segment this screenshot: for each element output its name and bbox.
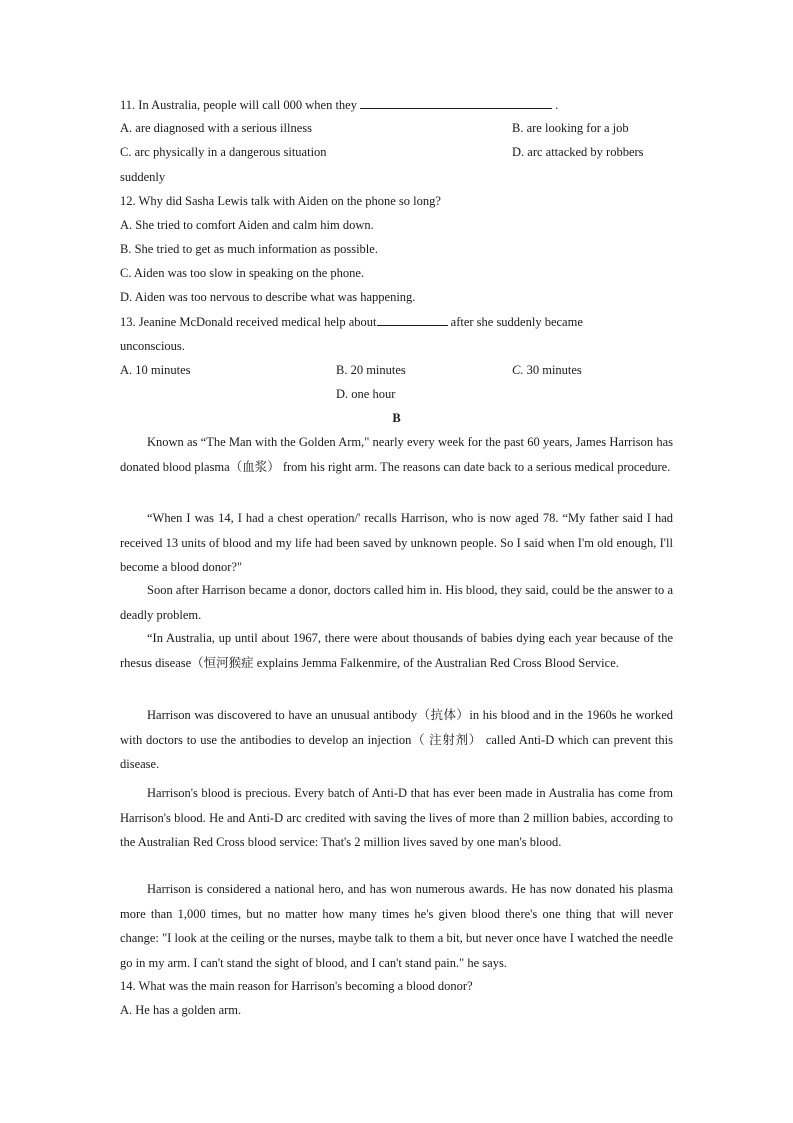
option-13b: B. 20 minutes bbox=[336, 363, 406, 377]
question-13-stem bbox=[120, 313, 583, 330]
option-13d: D. one hour bbox=[336, 387, 396, 401]
option-11d: D. arc attacked by robbers bbox=[512, 145, 644, 159]
option-13c-letter: C. bbox=[512, 363, 524, 377]
question-14-stem: 14. What was the main reason for Harrison's becoming a blood donor? bbox=[120, 979, 473, 993]
passage-paragraph: Soon after Harrison became a donor, doctors called him in. His blood, they said, could be the answer to a deadly problem. bbox=[120, 583, 673, 622]
answer-blank bbox=[377, 313, 448, 326]
question-13-text: 13. Jeanine McDonald received medical help about bbox=[120, 315, 377, 329]
section-b-title: B bbox=[392, 411, 401, 425]
option-12b: B. She tried to get as much information as possible. bbox=[120, 242, 378, 256]
option-11c: C. arc physically in a dangerous situation bbox=[120, 145, 327, 159]
option-11a: A. are diagnosed with a serious illness bbox=[120, 121, 312, 135]
question-13-end: after she suddenly became bbox=[447, 315, 583, 329]
option-14a: A. He has a golden arm. bbox=[120, 1003, 242, 1017]
question-11-end: . bbox=[552, 98, 559, 112]
passage-paragraph: Harrison's blood is precious. Every batch of Anti-D that has ever been made in Australia has come from Harrison's blood. He and Anti-D arc credited with saving the lives of more than 2 million babies, according to the Australian Red Cross blood service: That's 2 million lives saved by one man's blood. bbox=[120, 786, 673, 849]
option-13a: A. 10 minutes bbox=[120, 363, 191, 377]
option-12d: D. Aiden was too nervous to describe what was happening. bbox=[120, 290, 416, 304]
passage-paragraph: Known as “The Man with the Golden Arm," nearly every week for the past 60 years, James Harrison has donated blood plasma（血浆） from his right arm. The reasons can date back to a serious medical procedure. bbox=[120, 435, 673, 474]
question-13-stem-continued: unconscious. bbox=[120, 339, 185, 353]
question-11-text: 11. In Australia, people will call 000 when they bbox=[120, 98, 361, 112]
option-13c bbox=[512, 362, 582, 378]
passage-paragraph: Harrison was discovered to have an unusual antibody（抗体）in his blood and in the 1960s he worked with doctors to use the antibodies to develop an injection（ 注射剂） called Anti-D which can prevent this disease. bbox=[120, 708, 673, 771]
option-11b: B. are looking for a job bbox=[512, 121, 629, 135]
option-11d-continued: suddenly bbox=[120, 170, 166, 184]
option-12c: C. Aiden was too slow in speaking on the phone. bbox=[120, 266, 365, 280]
option-13c-text: 30 minutes bbox=[523, 363, 582, 377]
passage-paragraph: “When I was 14, I had a chest operation/' recalls Harrison, who is now aged 78. “My father said I had received 13 units of blood and my life had been saved by unknown people. So I said when I'm old enough, I'll become a blood donor?" bbox=[120, 511, 673, 574]
question-12-stem: 12. Why did Sasha Lewis talk with Aiden on the phone so long? bbox=[120, 194, 441, 208]
passage-paragraph: Harrison is considered a national hero, and has won numerous awards. He has now donated his plasma more than 1,000 times, but no matter how many times he's given blood there's one thing that will never change: "I look at the ceiling or the nurses, maybe talk to them a bit, but never once have I watched the needle go in my arm. I can't stand the sight of blood, and I can't stand pain." he says. bbox=[120, 882, 673, 970]
answer-blank bbox=[360, 96, 552, 109]
option-12a: A. She tried to comfort Aiden and calm him down. bbox=[120, 218, 374, 232]
question-11-stem bbox=[120, 96, 558, 113]
passage-paragraph: “In Australia, up until about 1967, there were about thousands of babies dying each year because of the rhesus disease（恒河猴症 explains Jemma Falkenmire, of the Australian Red Cross Blood Service. bbox=[120, 631, 673, 670]
